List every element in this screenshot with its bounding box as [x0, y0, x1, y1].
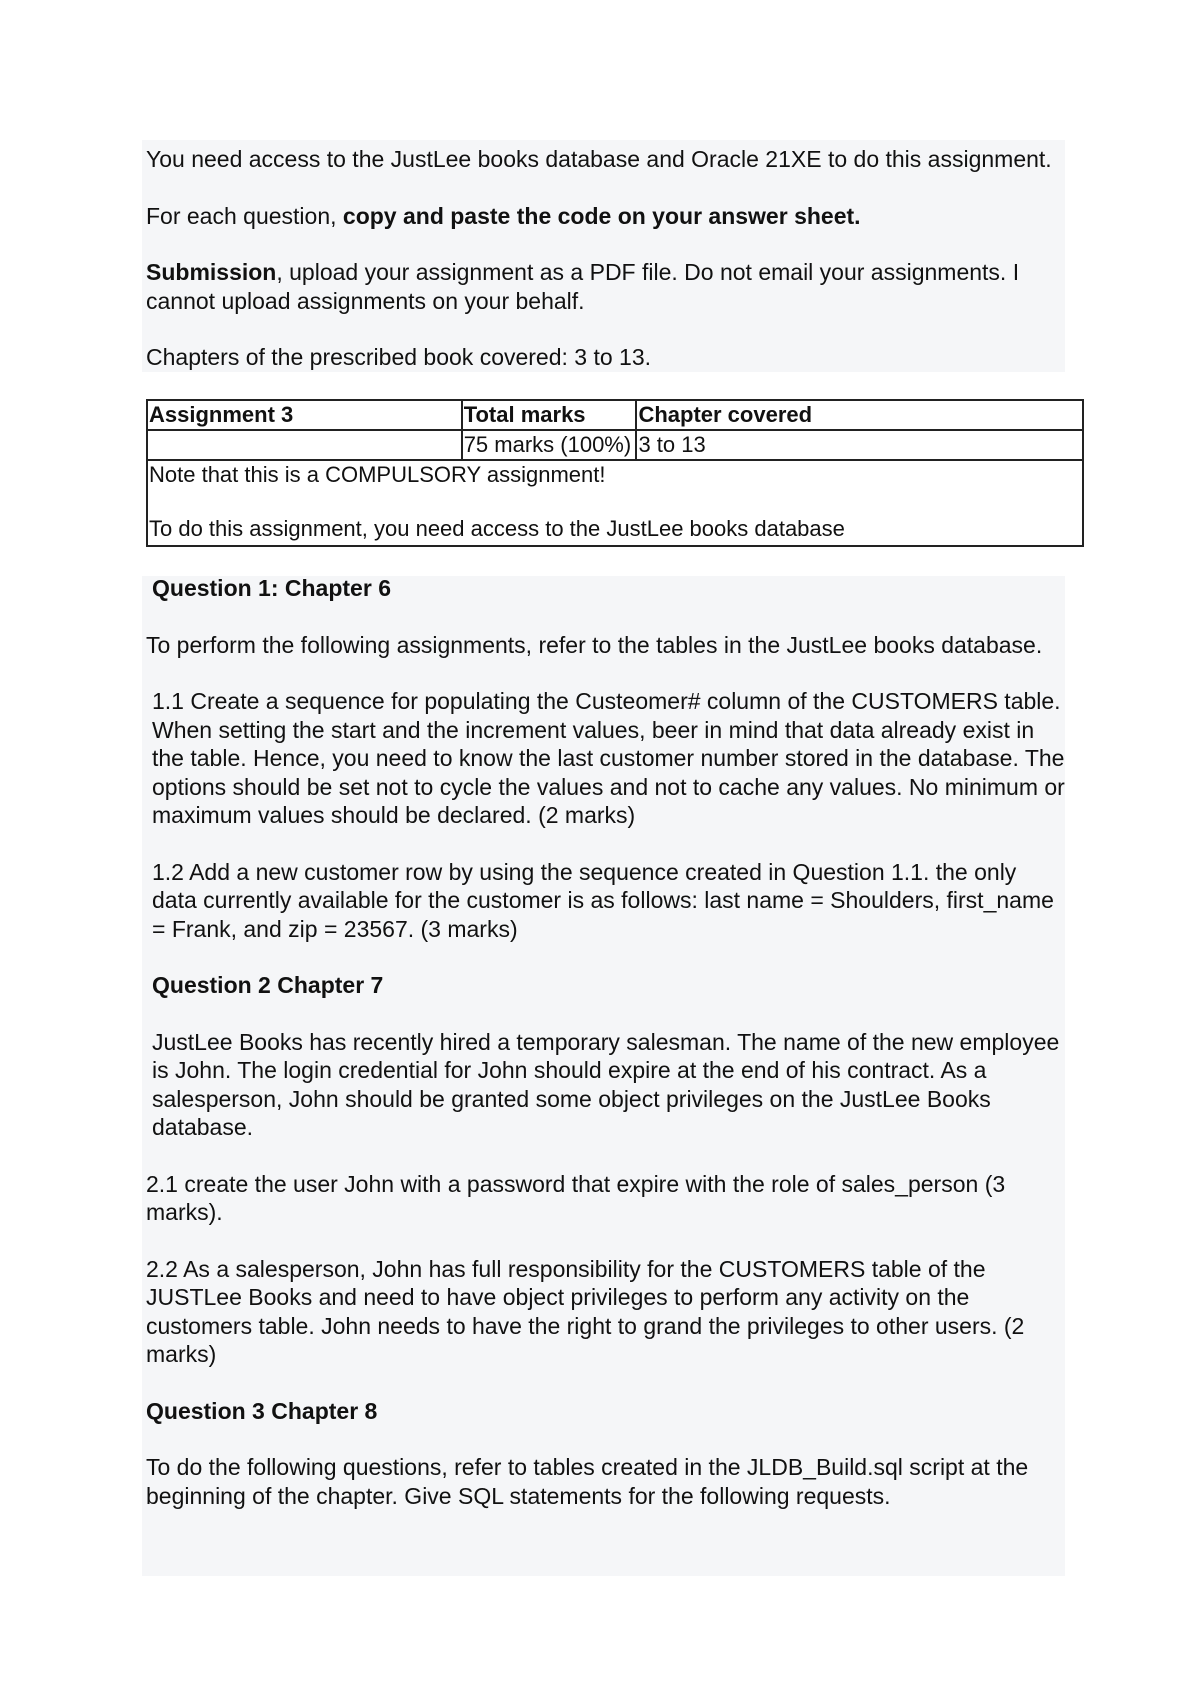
cell-chapter-covered: 3 to 13	[636, 430, 1083, 460]
note-line2: To do this assignment, you need access to the JustLee books database	[149, 516, 845, 541]
header-chapter-covered: Chapter covered	[636, 400, 1083, 430]
submission-label: Submission	[146, 259, 277, 285]
intro-line2-prefix: For each question,	[146, 202, 343, 229]
q2-1: 2.1 create the user John with a password that expire with the role of sales_person (3 marks).	[146, 1170, 1006, 1225]
header-assignment: Assignment 3	[147, 400, 462, 430]
q3-heading: Question 3 Chapter 8	[146, 1397, 378, 1424]
q1-intro: To perform the following assignments, refer to the tables in the JustLee books database.	[146, 631, 1043, 658]
intro-line2	[146, 202, 1066, 231]
q1-2: 1.2 Add a new customer row by using the sequence created in Question 1.1. the only data currently available for the customer is as follows: last name = Shoulders, first_name = Frank, and zip = 23567. (3 marks)	[152, 858, 1054, 942]
q1-heading: Question 1: Chapter 6	[152, 575, 391, 601]
table-row	[147, 430, 1083, 460]
cell-total-marks: 75 marks (100%)	[462, 430, 637, 460]
assignment-table	[146, 399, 1084, 547]
table-note-row	[147, 460, 1083, 546]
q3-intro: To do the following questions, refer to tables created in the JLDB_Build.sql script at the beginning of the chapter. Give SQL statements for the following requests.	[146, 1454, 1029, 1509]
intro-line1: You need access to the JustLee books database and Oracle 21XE to do this assignment.	[146, 146, 1052, 172]
q2-intro: JustLee Books has recently hired a temporary salesman. The name of the new employee is John. The login credential for John should expire at the end of his contract. As a salesperson, John should be granted some object privileges on the JustLee Books database.	[152, 1028, 1060, 1140]
submission-paragraph	[146, 258, 1066, 315]
table-header-row	[147, 400, 1083, 430]
header-total-marks: Total marks	[462, 400, 637, 430]
note-line1: Note that this is a COMPULSORY assignment!	[149, 462, 606, 487]
chapters-covered: Chapters of the prescribed book covered: 3 to 13.	[146, 344, 652, 370]
intro-section	[146, 145, 1066, 372]
q2-2: 2.2 As a salesperson, John has full responsibility for the CUSTOMERS table of the JUSTLee Books and need to have object privileges to perform any activity on the customers table. John needs to have the right to grand the privileges to other users. (2 marks)	[146, 1255, 1025, 1367]
q2-heading: Question 2 Chapter 7	[152, 972, 384, 998]
cell-assignment	[147, 430, 462, 460]
questions-section	[146, 574, 1066, 1510]
note-cell	[147, 460, 1083, 546]
submission-text: , upload your assignment as a PDF file. Do not email your assignments. I cannot upload assignments on your behalf.	[146, 259, 1020, 314]
q1-1: 1.1 Create a sequence for populating the Custeomer# column of the CUSTOMERS table. When setting the start and the increment values, beer in mind that data already exist in the table. Hence, you need to know the last customer number stored in the database. The options should be set not to cycle the values and not to cache any values. No minimum or maximum values should be declared. (2 marks)	[152, 688, 1065, 828]
intro-line2-emphasis: copy and paste the code on your answer sheet.	[342, 202, 861, 229]
